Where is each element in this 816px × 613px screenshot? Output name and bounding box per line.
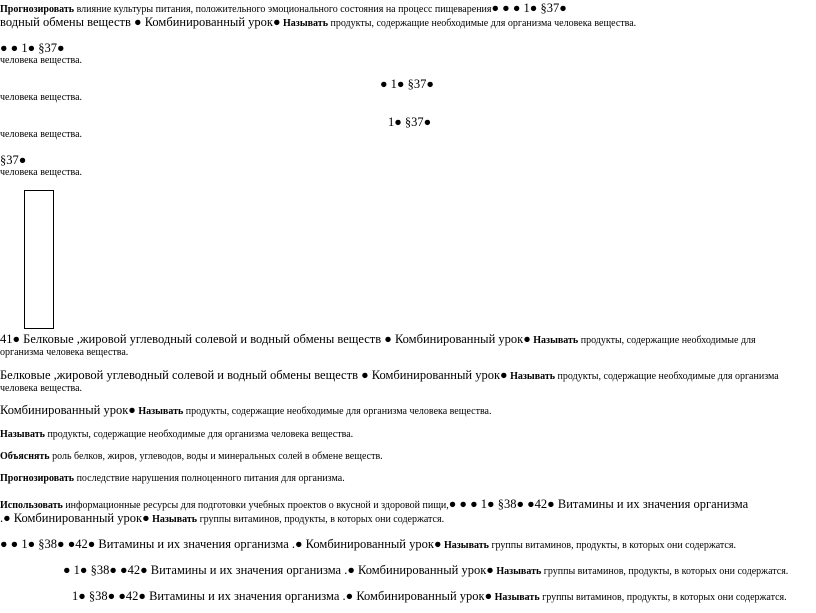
- line-text: роль белков, жиров, углеводов, воды и минеральных солей в обмене веществ.: [49, 451, 383, 462]
- empty-frame: [24, 190, 54, 329]
- line-text: человека вещества.: [0, 167, 83, 178]
- doc-line-19: [0, 538, 736, 552]
- doc-line-18: [0, 512, 444, 526]
- bold-term: Называть: [0, 429, 45, 440]
- doc-line-5: [380, 78, 434, 92]
- bold-term: Называть: [493, 566, 542, 577]
- line-big-text: ● ● ● 1● §38● ●42● Витамины и их значения организма: [448, 497, 749, 511]
- line-text: группы витаминов, продукты, в которых они содержатся.: [488, 540, 736, 551]
- line-big-text: ● ● 1● §37●: [0, 41, 65, 55]
- line-text: влияние культуры питания, положительного эмоционального состояния на процесс пищеварения: [74, 4, 492, 15]
- doc-line-8: [0, 129, 82, 141]
- line-big-text: водный обмены веществ ● Комбинированный урок●: [0, 15, 281, 29]
- doc-line-11: [0, 333, 800, 359]
- bold-term: Называть: [492, 592, 540, 603]
- bold-term: Называть: [530, 335, 579, 346]
- line-big-text: .● Комбинированный урок●: [0, 511, 150, 525]
- line-text: группы витаминов, продукты, в которых они содержатся.: [197, 514, 445, 525]
- doc-line-9: [0, 154, 26, 168]
- line-text: группы витаминов, продукты, в которых они содержатся.: [539, 592, 787, 603]
- bold-term: Прогнозировать: [0, 473, 75, 484]
- bold-term: Называть: [149, 514, 198, 525]
- line-big-text: ● ● ● 1● §37●: [491, 1, 567, 15]
- line-big-text: ● 1● §37●: [380, 77, 434, 91]
- line-text: человека вещества.: [0, 92, 83, 103]
- doc-line-15: [0, 451, 383, 463]
- bold-term: Называть: [507, 371, 556, 382]
- doc-line-17: [0, 498, 748, 512]
- doc-line-14: [0, 429, 353, 441]
- line-text: продукты, содержащие необходимые для организма человека вещества.: [0, 335, 756, 358]
- doc-line-21: [72, 590, 787, 604]
- line-big-text: 1● §38● ●42● Витамины и их значения организма .● Комбинированный урок●: [72, 589, 493, 603]
- line-text: продукты, содержащие необходимые для организма человека вещества.: [327, 18, 637, 29]
- doc-line-3: [0, 42, 65, 56]
- line-big-text: 41● Белковые ,жировой углеводный солевой и водный обмены веществ ● Комбинированный урок●: [0, 332, 531, 346]
- line-text: человека вещества.: [0, 129, 83, 140]
- line-text: группы витаминов, продукты, в которых они содержатся.: [541, 566, 789, 577]
- line-big-text: ● 1● §38● ●42● Витамины и их значения организма .● Комбинированный урок●: [63, 563, 494, 577]
- bold-term: Называть: [441, 540, 489, 551]
- doc-line-13: [0, 404, 491, 418]
- line-big-text: 1● §37●: [388, 115, 432, 129]
- doc-line-12: [0, 369, 790, 395]
- bold-term: Называть: [280, 18, 328, 29]
- line-big-text: §37●: [0, 153, 27, 167]
- line-text: информационные ресурсы для подготовки учебных проектов о вкусной и здоровой пищи,: [62, 500, 449, 511]
- doc-line-16: [0, 473, 345, 485]
- bold-term: Называть: [135, 406, 184, 417]
- bold-term: Использовать: [0, 500, 63, 511]
- bold-term: Прогнозировать: [0, 4, 75, 15]
- line-text: человека вещества.: [0, 55, 83, 66]
- doc-line-4: [0, 55, 82, 67]
- bold-term: Объяснять: [0, 451, 50, 462]
- doc-line-7: [388, 116, 431, 130]
- doc-line-2: [0, 16, 636, 30]
- line-text: последствие нарушения полноценного питания для организма.: [74, 473, 345, 484]
- line-big-text: Белковые ,жировой углеводный солевой и водный обмены веществ ● Комбинированный урок●: [0, 368, 508, 382]
- doc-line-20: [63, 564, 788, 578]
- doc-line-10: [0, 167, 82, 179]
- line-text: продукты, содержащие необходимые для организма человека вещества.: [0, 371, 779, 394]
- line-text: продукты, содержащие необходимые для организма человека вещества.: [183, 406, 492, 417]
- line-big-text: ● ● 1● §38● ●42● Витамины и их значения организма .● Комбинированный урок●: [0, 537, 442, 551]
- doc-line-1: [0, 2, 567, 16]
- doc-line-6: [0, 92, 82, 104]
- line-big-text: Комбинированный урок●: [0, 403, 136, 417]
- line-text: продукты, содержащие необходимые для организма человека вещества.: [44, 429, 354, 440]
